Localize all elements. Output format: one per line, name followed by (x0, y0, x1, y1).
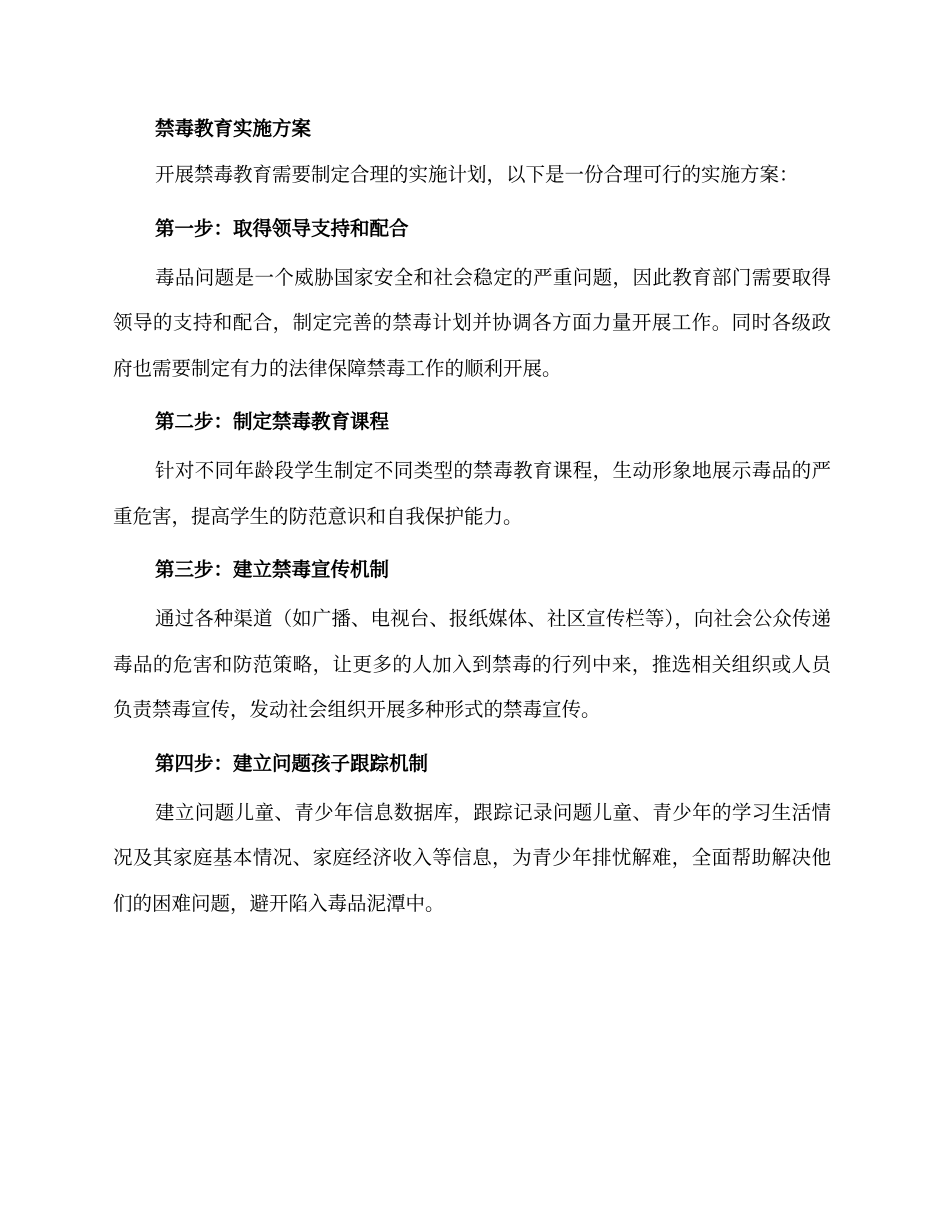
document-page (113, 112, 831, 926)
section-heading-step-1: 第一步：取得领导支持和配合 (155, 216, 409, 240)
intro-paragraph: 开展禁毒教育需要制定合理的实施计划，以下是一份合理可行的实施方案： (155, 163, 799, 186)
section-heading-step-4: 第四步：建立问题孩子跟踪机制 (155, 751, 429, 775)
section-body-step-1: 毒品问题是一个威胁国家安全和社会稳定的严重问题，因此教育部门需要取得领导的支持和配合，制定完善的禁毒计划并协调各方面力量开展工作。同时各级政府也需要制定有力的法律保障禁毒工作的顺利开展。 (113, 265, 831, 380)
section-body-step-3: 通过各种渠道（如广播、电视台、报纸媒体、社区宣传栏等），向社会公众传递毒品的危害和防范策略，让更多的人加入到禁毒的行列中来，推选相关组织或人员负责禁毒宣传，发动社会组织开展多种形式的禁毒宣传。 (113, 607, 831, 721)
section-body-step-4: 建立问题儿童、青少年信息数据库，跟踪记录问题儿童、青少年的学习生活情况及其家庭基本情况、家庭经济收入等信息，为青少年排忧解难，全面帮助解决他们的困难问题，避开陷入毒品泥潭中。 (113, 800, 831, 915)
section-body-step-2: 针对不同年龄段学生制定不同类型的禁毒教育课程，生动形象地展示毒品的严重危害，提高学生的防范意识和自我保护能力。 (113, 459, 831, 528)
section-heading-step-3: 第三步：建立禁毒宣传机制 (155, 558, 390, 581)
document-title: 禁毒教育实施方案 (155, 117, 312, 140)
section-heading-step-2: 第二步：制定禁毒教育课程 (155, 410, 390, 433)
